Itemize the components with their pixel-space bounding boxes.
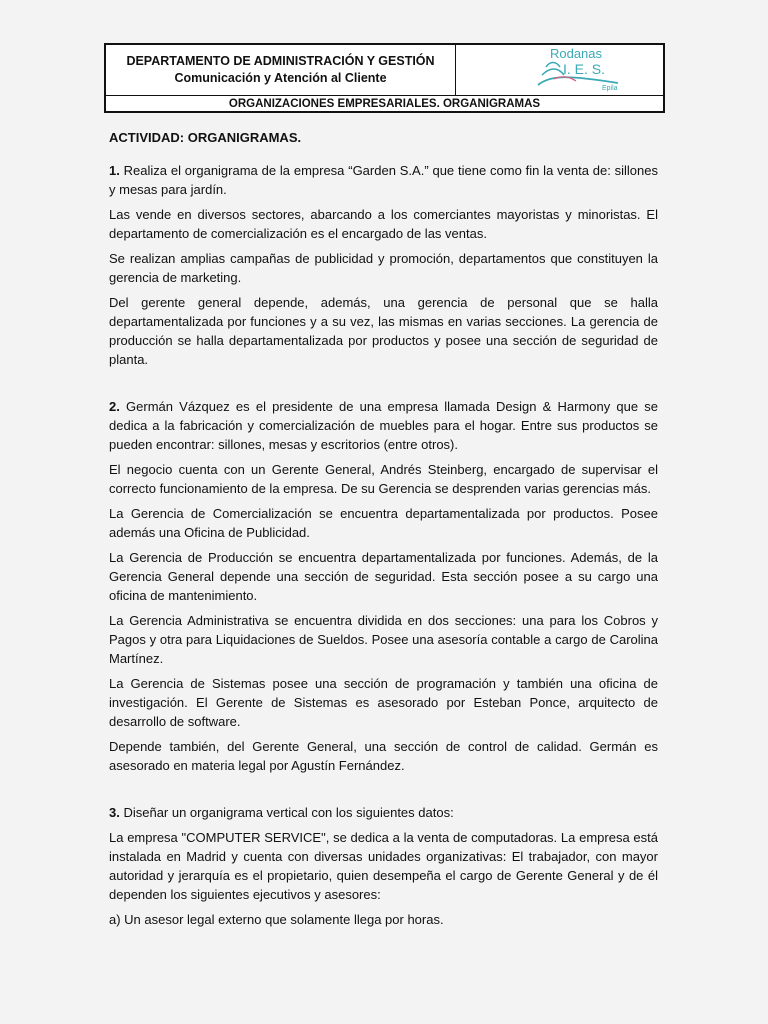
exercise-3-intro (109, 803, 658, 822)
activity-title: ACTIVIDAD: ORGANIGRAMAS. (109, 130, 302, 145)
exercise-2-paragraph-7: Depende también, del Gerente General, una sección de control de calidad. Germán es asesorado en materia legal por Agustín Fernández. (109, 739, 658, 773)
exercise-1-paragraph-2: Las vende en diversos sectores, abarcando a los comerciantes mayoristas y minoristas. El departamento de comercialización es el encargado de las ventas. (109, 207, 658, 241)
exercise-3-text: Diseñar un organigrama vertical con los siguientes datos: (119, 805, 454, 820)
logo-text-2: I. E. S. (562, 61, 606, 77)
logo-text-1: Rodanas (549, 46, 603, 61)
exercise-3-paragraph-2: La empresa "COMPUTER SERVICE", se dedica a la venta de computadoras. La empresa está instalada en Madrid y cuenta con diversas unidades organizativas: El trabajador, con mayor autoridad y jerarquía es el propietario, quien desempeña el cargo de Gerente General y de él dependen los siguientes ejecutivos y asesores: (109, 830, 658, 902)
exercise-2-paragraph-4: La Gerencia de Producción se encuentra departamentalizada por funciones. Además, de la Gerencia General depende una sección de seguridad. Esta sección posee a su cargo una oficina de mantenimiento. (109, 550, 658, 603)
exercise-2-paragraph-6: La Gerencia de Sistemas posee una sección de programación y también una oficina de investigación. El Gerente de Sistemas es asesorado por Esteban Ponce, arquitecto de desarrollo de software. (109, 676, 658, 729)
department-cell (106, 45, 456, 95)
exercise-1-paragraph-4: Del gerente general depende, además, una gerencia de personal que se halla departamentalizada por funciones y a su vez, las mismas en varias secciones. La gerencia de producción se halla departamentalizada por productos y posee una sección de seguridad de planta. (109, 295, 658, 367)
document-body (109, 128, 658, 935)
department-subtitle: Comunicación y Atención al Cliente (174, 71, 387, 85)
exercise-1-intro (109, 161, 658, 199)
exercise-3-paragraph-3: a) Un asesor legal externo que solamente llega por horas. (109, 912, 444, 927)
document-header (104, 43, 665, 113)
school-logo (458, 45, 663, 95)
exercise-2-intro (109, 397, 658, 454)
exercise-2-paragraph-2: El negocio cuenta con un Gerente General, Andrés Steinberg, encargado de supervisar el correcto funcionamiento de la empresa. De su Gerencia se desprenden varias gerencias más. (109, 462, 658, 496)
exercise-2-text: Germán Vázquez es el presidente de una empresa llamada Design & Harmony que se dedica a la fabricación y comercialización de muebles para el hogar. Entre sus productos se pueden encontrar: sillones, mesas y escritorios (entre otros). (109, 399, 658, 452)
exercise-2-number: 2. (109, 399, 120, 414)
header-top-row (106, 45, 663, 96)
logo-text-3: Epila (602, 85, 618, 92)
exercise-3-number: 3. (109, 805, 120, 820)
exercise-1-paragraph-3: Se realizan amplias campañas de publicidad y promoción, departamentos que constituyen la gerencia de marketing. (109, 251, 658, 285)
exercise-1-text: Realiza el organigrama de la empresa “Garden S.A.” que tiene como fin la venta de: sillones y mesas para jardín. (109, 163, 658, 197)
subject-row: ORGANIZACIONES EMPRESARIALES. ORGANIGRAMAS (228, 97, 541, 110)
department-title: DEPARTAMENTO DE ADMINISTRACIÓN Y GESTIÓN (126, 54, 435, 68)
exercise-1-number: 1. (109, 163, 120, 178)
exercise-2-paragraph-3: La Gerencia de Comercialización se encuentra departamentalizada por productos. Posee además una Oficina de Publicidad. (109, 506, 658, 540)
exercise-2-paragraph-5: La Gerencia Administrativa se encuentra dividida en dos secciones: una para los Cobros y Pagos y otra para Liquidaciones de Sueldos. Posee una asesoría contable a cargo de Carolina Martínez. (109, 613, 658, 666)
